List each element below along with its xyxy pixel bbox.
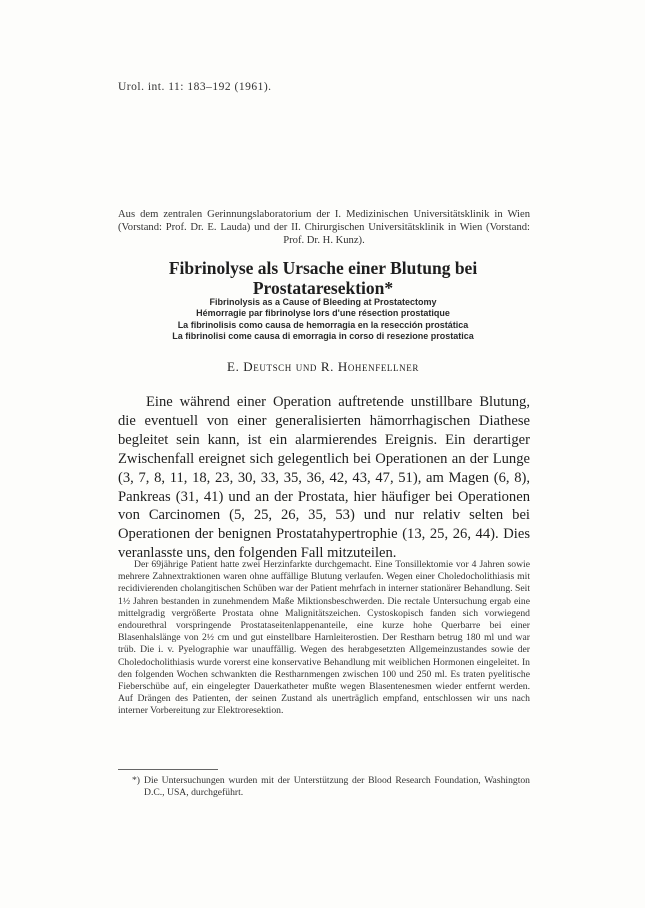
introduction-paragraph: Eine während einer Operation auftretende unstillbare Blutung, die eventuell von einer generalisierten hämorrhagischen Diathese begleitet sein kann, ist ein alarmierendes Ereignis. Ein derartiger Zwischenfall ereignet sich gelegentlich bei Operationen an der Lunge (3, 7, 8, 11, 18, 23, 30, 33, 35, 36, 42, 43, 47, 51), am Magen (6, 8), Pankreas (31, 41) und an der Prostata, hier häufiger bei Operationen von Carcinomen (5, 25, 26, 35, 53) und nur relativ selten bei Operationen der benignen Prostatahypertrophie (13, 25, 26, 44). Dies veranlasste uns, den folgenden Fall mitzuteilen. bbox=[118, 394, 530, 562]
journal-citation: Urol. int. 11: 183–192 (1961). bbox=[118, 81, 272, 93]
case-report-section bbox=[118, 559, 530, 718]
introduction-section bbox=[118, 393, 530, 563]
title-translation-english: Fibrinolysis as a Cause of Bleeding at Prostatectomy bbox=[209, 297, 437, 307]
article-title: Fibrinolyse als Ursache einer Blutung bei Prostataresektion* bbox=[168, 258, 478, 298]
author-affiliation: Aus dem zentralen Gerinnungslaboratorium der I. Medizinischen Universitätsklinik in Wien (Vorstand: Prof. Dr. E. Lauda) und der II. Chirurgischen Universitätsklinik in Wien (Vorstand: Prof. Dr. H. Kunz). bbox=[118, 209, 530, 246]
footnote-text: Die Untersuchungen wurden mit der Unterstützung der Blood Research Foundation, Washington D.C., USA, durchgeführt. bbox=[144, 775, 530, 799]
footnote bbox=[118, 775, 530, 799]
title-translation-italian: La fibrinolisi come causa di emorragia in corso di resezione prostatica bbox=[172, 331, 474, 342]
title-translation-spanish: La fibrinolisis como causa de hemorragia en la resección prostática bbox=[177, 319, 469, 330]
title-translations bbox=[100, 297, 546, 343]
footnote-mark: *) bbox=[131, 775, 140, 786]
case-report-paragraph: Der 69jährige Patient hatte zwei Herzinfarkte durchgemacht. Eine Tonsillektomie vor 4 Jahren sowie mehrere Zahnextraktionen waren ohne auffällige Blutung verlaufen. Wegen einer Choledocholithiasis mit recidivierenden cholangitischen Schüben war der Patient mehrfach in interner stationärer Behandlung. Seit 1½ Jahren bestanden in zunehmendem Maße Miktionsbeschwerden. Die rectale Untersuchung ergab eine mittelgradig vergrößerte Prostata ohne Malignitätszeichen. Cystoskopisch fanden sich vorwiegend endourethral vorspringende Prostataseitenlappenanteile, eine kurze hohe Querbarre bei einer Blasenhalslänge von 2½ cm und gut einstellbare Harnleiterostien. Der Restharn betrug 180 ml und war trüb. Die i. v. Pyelographie war unauffällig. Wegen des herabgesetzten Allgemeinzustandes sowie der Choledocholithiasis wurde vorerst eine konservative Behandlung mit weiblichen Hormonen eingeleitet. In den folgenden Wochen schwankten die Restharnmengen zwischen 100 und 250 ml. Es traten pyelitische Fieberschübe auf, ein eingelegter Dauerkatheter mußte wegen Blasentenesmen wieder entfernt werden. Auf Drängen des Patienten, der seinen Zustand als unerträglich empfand, entschlossen wir uns nach interner Vorbereitung zur Elektroresektion. bbox=[118, 559, 530, 717]
title-translation-french: Hémorragie par fibrinolyse lors d'une résection prostatique bbox=[196, 308, 450, 319]
footnote-divider bbox=[118, 769, 218, 770]
article-authors: E. Deutsch und R. Hohenfellner bbox=[227, 359, 419, 374]
